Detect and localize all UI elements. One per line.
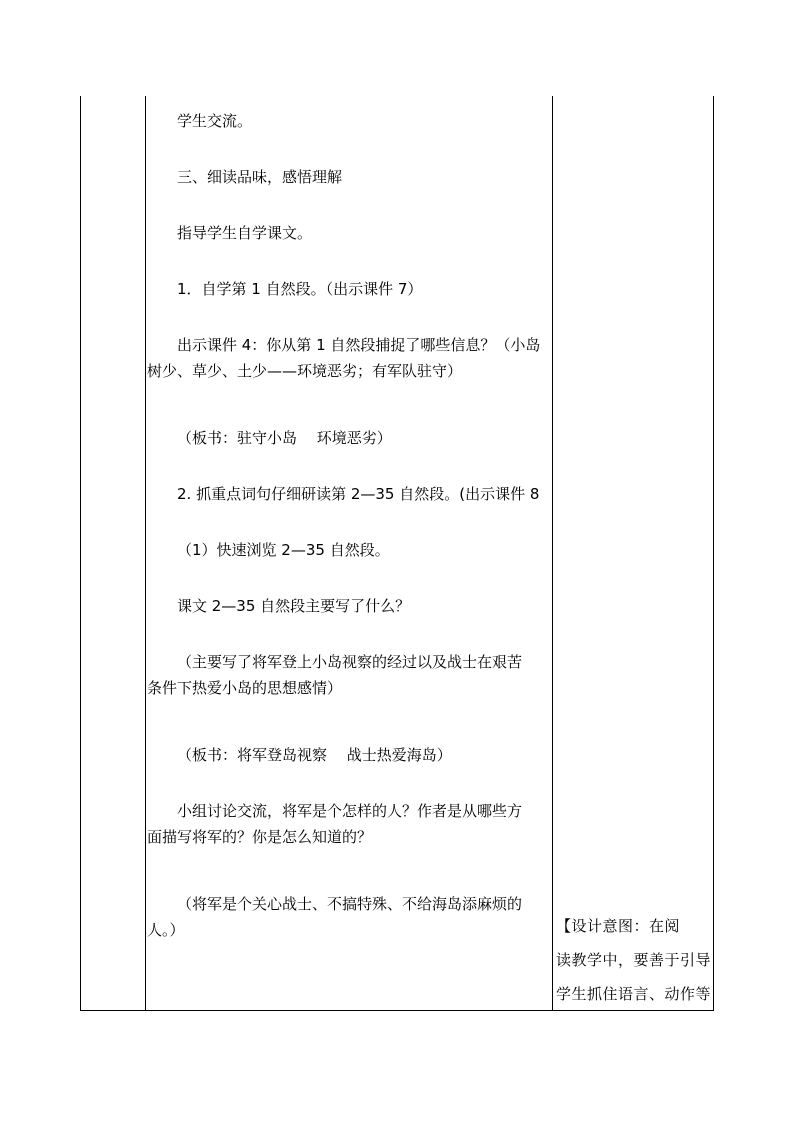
paragraph: [147, 891, 552, 943]
table-border-left: [80, 96, 81, 1011]
paragraph: [147, 649, 552, 701]
table-border-col2: [552, 96, 553, 1011]
paragraph: [147, 537, 552, 563]
text-line: 树少、草少、土少——环境恶劣；有军队驻守）: [147, 362, 463, 380]
text-line: 三、细读品味，感悟理解: [177, 168, 343, 186]
text-line: 指导学生自学课文。: [177, 224, 313, 242]
paragraph: [147, 481, 552, 507]
text-line: 学生交流。: [177, 112, 253, 130]
text-line: 读教学中，要善于引导: [556, 951, 712, 969]
text-line: 面描写将军的？你是怎么知道的？: [147, 828, 373, 846]
text-line: （板书：将军登岛视察 战士热爱海岛）: [177, 746, 452, 764]
text-line: 1．自学第 1 自然段。（出示课件 7）: [177, 280, 423, 298]
paragraph: [147, 332, 552, 384]
table-border-col1: [145, 96, 146, 1011]
table-border-right: [713, 96, 714, 1011]
section-heading: [147, 164, 552, 190]
text-line: （板书：驻守小岛 环境恶劣）: [177, 429, 392, 447]
table-border-bottom: [80, 1010, 714, 1011]
text-line: 小组讨论交流，将军是个怎样的人？作者是从哪些方: [177, 802, 523, 820]
text-line: （1）快速浏览 2—35 自然段。: [177, 541, 390, 559]
paragraph: [147, 593, 552, 619]
text-line: 人。）: [147, 921, 185, 939]
paragraph: [147, 425, 552, 451]
text-line: 条件下热爱小岛的思想感情）: [147, 679, 343, 697]
paragraph: [147, 220, 552, 246]
paragraph: [147, 276, 552, 302]
text-line: 课文 2—35 自然段主要写了什么？: [177, 597, 411, 615]
text-line: 学生抓住语言、动作等: [556, 985, 712, 1003]
text-line: 【设计意图：在阅: [556, 917, 681, 935]
text-line: 2. 抓重点词句仔细研读第 2—35 自然段。(出示课件 8: [177, 485, 540, 503]
text-line: （主要写了将军登上小岛视察的经过以及战士在艰苦: [177, 653, 523, 671]
paragraph: [147, 798, 552, 850]
paragraph: [147, 742, 552, 768]
text-line: 出示课件 4：你从第 1 自然段捕捉了哪些信息？（小岛: [177, 336, 541, 354]
text-line: （将军是个关心战士、不搞特殊、不给海岛添麻烦的: [177, 895, 523, 913]
paragraph: [147, 108, 552, 134]
